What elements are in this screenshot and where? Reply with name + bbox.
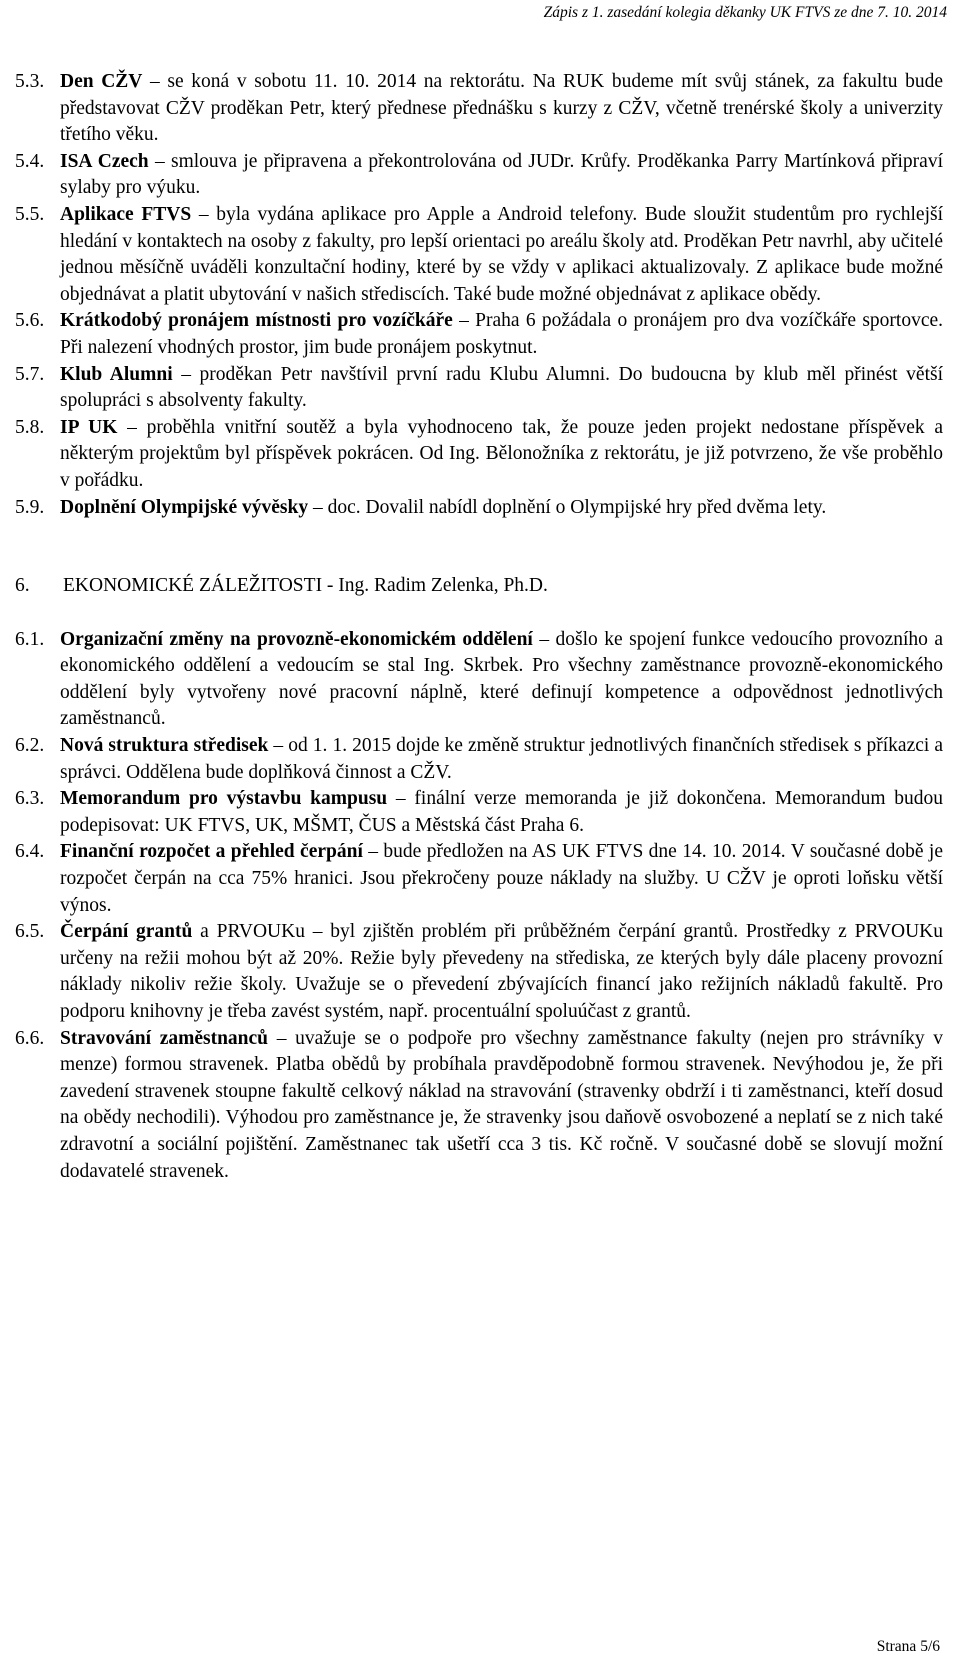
item-5-9 — [15, 495, 943, 522]
item-body: proběhla vnitřní soutěž a byla vyhodnoceno tak, že pouze jeden projekt nedostane příspěvek a některým projektům byl příspěvek pokrácen. Od Ing. Bělonožníka z rektorátu, je již potvrzeno, že vše proběhlo v pořádku. — [60, 416, 944, 491]
item-title: Krátkodobý pronájem místnosti pro vozíčkáře — [60, 310, 453, 332]
item-body: finální verze memoranda je již dokončena. Memorandum budou podepisovat: UK FTVS, UK, MŠMT, ČUS a Městská část Praha 6. — [60, 788, 943, 836]
item-title: Organizační změny na provozně-ekonomickém oddělení — [60, 628, 533, 650]
item-5-8 — [15, 415, 943, 495]
item-dash: – — [452, 310, 476, 332]
item-dash: – — [362, 841, 384, 863]
item-title: Doplnění Olympijské vývěsky — [60, 496, 309, 518]
item-title: Stravování zaměstnanců — [60, 1027, 269, 1049]
section-heading — [15, 573, 943, 600]
item-body: smlouva je připravena a překontrolována od JUDr. Krůfy. Proděkanka Parry Martínková připraví sylaby pro výuku. — [60, 150, 944, 199]
item-6-1 — [15, 627, 943, 733]
item-dash: – — [142, 71, 168, 92]
item-number: 6.3. — [15, 788, 45, 810]
item-dash: – — [191, 203, 217, 225]
item-number: 5.3. — [15, 71, 45, 92]
item-body: došlo ke spojení funkce vedoucího provozního a ekonomického oddělení a vedoucím se stal Ing. Skrbek. Pro všechny zaměstnance provozně-ekonomického oddělení byly vytvořeny nové pracovní náplně, které definují kompetence a odpovědnost jednotlivých zaměstnanců. — [60, 628, 944, 730]
item-5-4 — [15, 149, 943, 202]
item-5-5 — [15, 202, 943, 308]
item-body: Praha 6 požádala o pronájem pro dva vozíčkáře sportovce. Při nalezení vhodných prostor, jim bude pronájem poskytnut. — [60, 310, 944, 358]
page-header: Zápis z 1. zasedání kolegia děkanky UK FTVS ze dne 7. 10. 2014 — [543, 4, 947, 21]
item-title: IP UK — [60, 416, 118, 438]
item-number: 5.5. — [15, 203, 45, 225]
item-number: 6.6. — [15, 1027, 45, 1049]
item-body: od 1. 1. 2015 dojde ke změně struktur jednotlivých finančních středisek s příkazci a správci. Oddělena bude doplňková činnost a CŽV. — [60, 735, 944, 783]
item-dash: – — [268, 735, 289, 757]
item-body: proděkan Petr navštívil první radu Klubu Alumni. Do budoucna by klub měl přinést větší spolupráci s absolventy fakulty. — [60, 363, 943, 412]
item-5-7 — [15, 362, 943, 415]
item-body: doc. Dovalil nabídl doplnění o Olympijské hry před dvěma lety. — [327, 496, 827, 518]
item-6-5 — [15, 919, 943, 1025]
item-6-6 — [15, 1026, 943, 1186]
item-title: Nová struktura středisek — [60, 735, 269, 757]
item-number: 5.7. — [15, 363, 45, 385]
item-6-3 — [15, 786, 943, 839]
item-5-6 — [15, 308, 943, 361]
item-body: bude předložen na AS UK FTVS dne 14. 10. 2014. V současné době je rozpočet čerpán na cca 75% hranici. Jsou překročeny pouze náklady na služby. U CŽV je oproti loňsku větší výnos. — [60, 841, 943, 916]
item-number: 6.5. — [15, 921, 45, 943]
item-body: byla vydána aplikace pro Apple a Android telefony. Bude sloužit studentům pro rychlejší hledání v kontaktech na osoby z fakulty, pro lepší orientaci po areálu školy atd. Proděkan Petr navrhl, aby učitelé jednou měsíčně uváděli konzultační hodiny, které by se vždy v aplikaci aktualizovaly. Z aplikace bude možné objednávat a platit ubytování v našich střediscích. Také bude možné objednávat z aplikace obědy. — [60, 203, 944, 305]
item-dash: – — [172, 363, 200, 385]
section-number: 6. — [15, 575, 30, 597]
item-5-3 — [15, 69, 943, 149]
item-title: Klub Alumni — [60, 363, 173, 385]
item-number: 5.6. — [15, 310, 45, 332]
item-number: 6.4. — [15, 841, 45, 863]
item-dash: – — [117, 416, 147, 438]
item-number: 5.4. — [15, 150, 45, 172]
item-body: uvažuje se o podpoře pro všechny zaměstnance fakulty (nejen pro strávníky v menze) formou stravenek. Platba obědů by probíhala pravděpodobně formou stravenek. Nevýhodou je, že při zavedení stravenek stoupne fakultě celkový náklad na stravování (stravenky obdrží i ti zaměstnanci, kteří dosud na obědy nechodili). Výhodou pro zaměstnance je, že stravenky jsou daňově osvobozené a neplatí se z nich také zdravotní a sociální pojištění. Zaměstnanec tak ušetří cca 3 tis. Kč ročně. V současné době se slovují možní dodavatelé stravenek. — [60, 1027, 944, 1182]
document-body — [15, 69, 943, 1185]
item-title: Den CŽV — [60, 71, 143, 92]
item-number: 5.8. — [15, 416, 45, 438]
item-number: 6.2. — [15, 735, 45, 757]
item-6-4 — [15, 839, 943, 919]
item-title: Finanční rozpočet a přehled čerpání — [60, 841, 363, 863]
item-dash: – — [387, 788, 415, 810]
item-title: ISA Czech — [60, 150, 149, 172]
page-footer: Strana 5/6 — [876, 1638, 940, 1655]
item-dash: – — [268, 1027, 296, 1049]
item-number: 6.1. — [15, 628, 45, 650]
item-title: Čerpání grantů — [60, 921, 193, 943]
item-number: 5.9. — [15, 496, 45, 518]
item-dash: – — [148, 150, 171, 172]
item-dash: – — [532, 628, 556, 650]
item-body: se koná v sobotu 11. 10. 2014 na rektorátu. Na RUK budeme mít svůj stánek, za fakultu bude představovat CŽV proděkan Petr, který přednese přednášku s kurzy z CŽV, včetně trenérské školy a univerzity třetího věku. — [60, 71, 943, 146]
section-title: EKONOMICKÉ ZÁLEŽITOSTI - Ing. Radim Zelenka, Ph.D. — [63, 575, 548, 597]
item-6-2 — [15, 733, 943, 786]
item-body: byl zjištěn problém při průběžném čerpání grantů. Prostředky z PRVOUKu určeny na režii mohou být až 20%. Režie byly převedeny na střediska, ze kterých byly dále placeny provozní náklady nikoliv režie školy. Uvažuje se o převedení zbývajících financí jako režijních nákladů fakultě. Pro podporu knihovny je třeba zavést systém, např. procentuální spoluúčast z grantů. — [60, 921, 943, 1022]
item-dash: – — [308, 496, 328, 518]
item-title: Memorandum pro výstavbu kampusu — [60, 788, 388, 810]
item-dash: a PRVOUKu – — [192, 921, 331, 943]
item-title: Aplikace FTVS — [60, 203, 192, 225]
